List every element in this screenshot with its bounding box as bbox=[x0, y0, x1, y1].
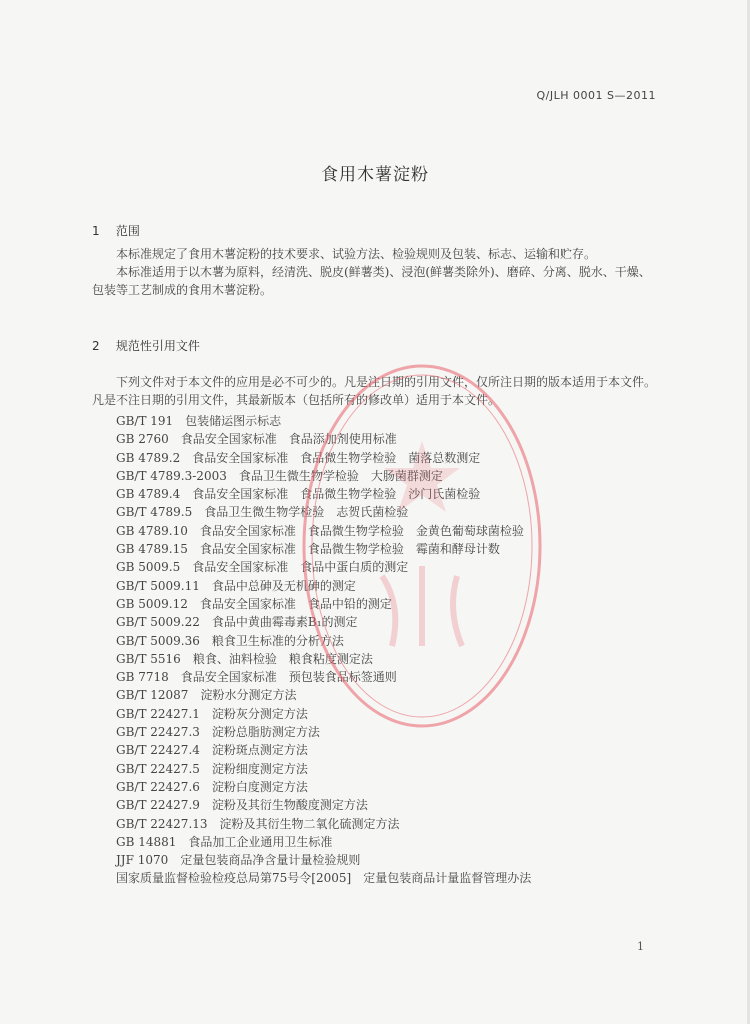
reference-title: 定量包装商品净含量计量检验规则 bbox=[180, 853, 361, 868]
reference-title: 粮食、油料检验 粮食粘度测定法 bbox=[192, 651, 373, 666]
reference-item bbox=[116, 815, 676, 833]
reference-title: 食品安全国家标准 预包装食品标签通则 bbox=[180, 670, 397, 685]
reference-title: 食品中黄曲霉毒素B₁的测定 bbox=[211, 615, 358, 630]
reference-item bbox=[116, 833, 676, 851]
reference-item bbox=[116, 449, 676, 467]
reference-title: 粮食卫生标准的分析方法 bbox=[211, 633, 344, 648]
reference-title: 食品安全国家标准 食品中铅的测定 bbox=[199, 596, 392, 611]
references-intro: 下列文件对于本文件的应用是必不可少的。凡是注日期的引用文件，仅所注日期的版本适用于本文件。凡是不注日期的引用文件，其最新版本（包括所有的修改单）适用于本文件。 bbox=[92, 375, 657, 407]
reference-code: GB/T 5009.22 bbox=[116, 615, 200, 630]
reference-code: GB/T 22427.9 bbox=[116, 798, 200, 813]
reference-title: 定量包装商品计量监督管理办法 bbox=[363, 871, 532, 886]
reference-title: 包装储运图示标志 bbox=[185, 414, 282, 428]
reference-item bbox=[116, 577, 676, 595]
reference-code: GB/T 22427.3 bbox=[116, 725, 200, 740]
section-1-heading bbox=[92, 222, 140, 239]
reference-code: GB/T 22427.5 bbox=[116, 761, 200, 776]
reference-code: GB 14881 bbox=[116, 834, 177, 849]
reference-item bbox=[116, 632, 676, 650]
section-title: 范围 bbox=[115, 224, 140, 238]
page-number: 1 bbox=[637, 940, 644, 953]
reference-title: 淀粉斑点测定方法 bbox=[211, 743, 308, 758]
reference-code: GB/T 5009.36 bbox=[116, 633, 200, 648]
reference-title: 食品安全国家标准 食品添加剂使用标准 bbox=[180, 432, 397, 447]
reference-item bbox=[116, 430, 676, 448]
reference-item bbox=[116, 595, 676, 613]
reference-item bbox=[116, 540, 676, 558]
reference-code: GB/T 12087 bbox=[116, 688, 189, 703]
reference-item bbox=[116, 503, 676, 521]
scope-paragraph-1: 本标准规定了食用木薯淀粉的技术要求、试验方法、检验规则及包装、标志、运输和贮存。 bbox=[116, 247, 597, 261]
reference-item bbox=[116, 467, 676, 485]
reference-title: 淀粉细度测定方法 bbox=[211, 761, 308, 776]
reference-title: 淀粉总脂肪测定方法 bbox=[211, 725, 320, 740]
reference-title: 食品加工企业通用卫生标准 bbox=[188, 834, 333, 849]
document-title: 食用木薯淀粉 bbox=[321, 165, 429, 185]
reference-code: GB/T 4789.3-2003 bbox=[116, 468, 227, 483]
reference-title: 食品卫生微生物学检验 志贺氏菌检验 bbox=[204, 505, 409, 520]
reference-title: 食品中总砷及无机砷的测定 bbox=[211, 578, 356, 593]
reference-item bbox=[116, 723, 676, 741]
reference-code: GB 4789.2 bbox=[116, 450, 181, 465]
reference-item bbox=[116, 741, 676, 759]
reference-item bbox=[116, 558, 676, 576]
reference-title: 淀粉白度测定方法 bbox=[211, 779, 308, 794]
reference-title: 淀粉及其衍生物二氧化硫测定方法 bbox=[219, 816, 400, 831]
reference-list bbox=[116, 412, 676, 888]
reference-item bbox=[116, 650, 676, 668]
reference-title: 食品安全国家标准 食品微生物学检验 沙门氏菌检验 bbox=[192, 487, 481, 502]
reference-title: 淀粉水分测定方法 bbox=[200, 688, 297, 703]
reference-code: GB/T 22427.4 bbox=[116, 743, 200, 758]
section-2-heading bbox=[92, 337, 200, 354]
reference-item bbox=[116, 613, 676, 631]
reference-title: 淀粉及其衍生物酸度测定方法 bbox=[211, 798, 368, 813]
reference-title: 食品安全国家标准 食品微生物学检验 金黄色葡萄球菌检验 bbox=[199, 523, 524, 538]
standard-code: Q/JLH 0001 S—2011 bbox=[536, 89, 656, 102]
reference-item bbox=[116, 522, 676, 540]
reference-code: GB 2760 bbox=[116, 432, 169, 447]
reference-code: GB 4789.4 bbox=[116, 487, 181, 502]
reference-item bbox=[116, 851, 676, 869]
reference-title: 食品安全国家标准 食品微生物学检验 菌落总数测定 bbox=[192, 450, 481, 465]
reference-code: GB 5009.12 bbox=[116, 596, 188, 611]
reference-code: GB/T 22427.6 bbox=[116, 779, 200, 794]
section-title: 规范性引用文件 bbox=[115, 339, 200, 353]
section-number: 1 bbox=[92, 224, 100, 238]
reference-code: GB 4789.15 bbox=[116, 542, 188, 557]
reference-item bbox=[116, 412, 676, 430]
reference-title: 食品卫生微生物学检验 大肠菌群测定 bbox=[238, 468, 443, 483]
reference-code: JJF 1070 bbox=[116, 853, 169, 868]
reference-title: 淀粉灰分测定方法 bbox=[211, 706, 308, 721]
reference-code: GB/T 22427.13 bbox=[116, 816, 208, 831]
reference-item bbox=[116, 705, 676, 723]
reference-code: GB 4789.10 bbox=[116, 523, 188, 538]
reference-code: GB/T 5009.11 bbox=[116, 578, 200, 593]
reference-item bbox=[116, 686, 676, 704]
reference-item bbox=[116, 760, 676, 778]
reference-item bbox=[116, 869, 676, 887]
reference-title: 食品安全国家标准 食品微生物学检验 霉菌和酵母计数 bbox=[199, 542, 500, 557]
reference-code: GB 7718 bbox=[116, 670, 169, 685]
reference-code: GB/T 5516 bbox=[116, 651, 181, 666]
section-number: 2 bbox=[92, 339, 100, 353]
reference-code: GB/T 22427.1 bbox=[116, 706, 200, 721]
reference-code: 国家质量监督检验检疫总局第75号令[2005] bbox=[116, 871, 352, 886]
reference-item bbox=[116, 778, 676, 796]
reference-item bbox=[116, 485, 676, 503]
reference-item bbox=[116, 796, 676, 814]
reference-code: GB 5009.5 bbox=[116, 560, 181, 575]
reference-code: GB/T 191 bbox=[116, 414, 174, 428]
reference-title: 食品安全国家标准 食品中蛋白质的测定 bbox=[192, 560, 409, 575]
scope-paragraph-2: 本标准适用于以木薯为原料，经清洗、脱皮(鲜薯类)、浸泡(鲜薯类除外)、磨碎、分离、脱水、干燥、包装等工艺制成的食用木薯淀粉。 bbox=[92, 265, 651, 297]
reference-code: GB/T 4789.5 bbox=[116, 505, 193, 520]
reference-item bbox=[116, 668, 676, 686]
